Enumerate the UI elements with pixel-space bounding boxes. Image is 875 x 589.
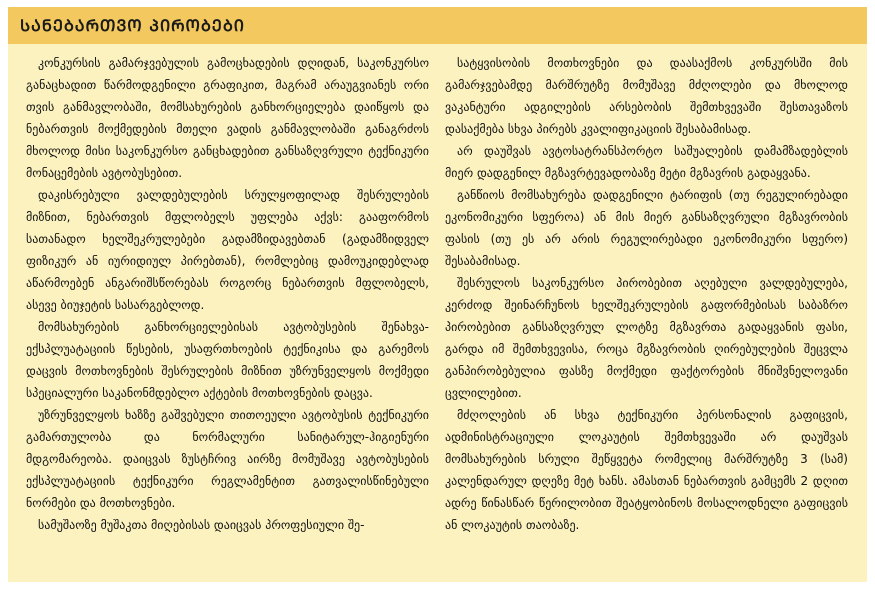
- right-column: [445, 52, 848, 572]
- paragraph: სატყვისობის მოთხოვნები და დაასაქმოს კონკურსში მის გამარჯვებამდე მარშრუტზე მომუშავე მძღოლები და მხოლოდ ვაკანტური ადგილების არსებობის შემთხვევაში შესთავაზოს დასაქმება სხვა პირებს კვალიფიკაციის შესაბამისად.: [445, 56, 848, 136]
- paragraph: მომსახურების განხორციელებისას ავტობუსების შენახვა-ექსპლუატაციის წესების, უსაფრთხოების ტექნიკისა და გარემოს დაცვის მოთხოვნების შესრულების მიზნით უზრუნველყოს მოქმედი სპეციალური საკანონმდებლო აქტების მოთხოვნების დაცვა.: [26, 320, 429, 400]
- paragraph: მძღოლების ან სხვა ტექნიკური პერსონალის გაფიცვის, ადმინისტრაციული ლოკაუტის შემთხვევაში არ დაუშვას მომსახურების სრული შეწყვეტა რომელიც მარშრუტზე 3 (სამ) კალენდარულ დღეზე მეტ ხანს. ამასთან ნებართვის გამცემს 2 დღით ადრე წინასწარ წერილობით შეატყობინოს მოსალოდნელი გაფიცვის ან ლოკაუტის თაობაზე.: [445, 408, 848, 532]
- article-panel: [8, 44, 867, 582]
- paragraph: განწიოს მომსახურება დადგენილი ტარიფის (თუ რეგულირებადი ეკონომიკური სფეროა) ან მის მიერ განსაზღვრული მგზავრობის ფასის (თუ ეს არ არის რეგულირებადი ეკონომიკური სფერო) შესაბამისად.: [445, 188, 848, 268]
- paragraph: დაკისრებული ვალდებულების სრულყოფილად შესრულების მიზნით, ნებართვის მფლობელს უფლება აქვს: გააფორმოს სათანადო ხელშეკრულებები გადამზიდავებთან (გადამზიდველ ფიზიკურ ან იურიდიულ პირებთან), რომლებიც დამოუკიდებლად აწარმოებენ ანგარიშსწორებას როგორც ნებართვის მფლობელს, ასევე ბიუჯეტის სასარგებლოდ.: [26, 188, 429, 312]
- paragraph: უზრუნველყოს ხაზზე გაშვებული თითოეული ავტობუსის ტექნიკური გამართულობა და ნორმალური სანიტარულ-ჰიგიენური მდგომარეობა. დაიცვას ზუსტჩრივ აირზე მომუშავე ავტობუსების ექსპლუატაციის ტექნიკური რეგლამენტით გათვალისწინებული ნორმები და მოთხოვნები.: [26, 408, 429, 510]
- paragraph: სამუშაოზე მუშაკთა მიღებისას დაიცვას პროფესიული შე-: [38, 518, 365, 532]
- paragraph: შესრულოს საკონკურსო პირობებით აღებული ვალდებულება, კერძოდ შეინარჩუნოს ხელშეკრულების გაფორმებისას საბაზრო პირობებით განსაზღვრულ ლოტზე მგზავრთა გადაყვანის ფასი, გარდა იმ შემთხვევისა, როცა მგზავრობის ღირებულების შეცვლა განპირობებულია ფასზე მოქმედი ფაქტორების მნიშვნელოვანი ცვლილებით.: [445, 276, 848, 400]
- left-column: [26, 52, 429, 572]
- section-header: [8, 7, 867, 44]
- paragraph: კონკურსის გამარჯვებულის გამოცხადების დღიდან, საკონკურსო განაცხადით წარმოდგენილი გრაფიკით, მაგრამ არაუგვიანეს ორი თვის განმავლობაში, მომსახურების განხორციელება დაიწყოს და ნებართვის მოქმედების მთელი ვადის განმავლობაში განაგრძოს მხოლოდ მისი საკონკურსო განცხადებით განსაზღვრული ტექნიკური მონაცემების ავტობუსებით.: [26, 56, 429, 180]
- section-title: ᲡᲐᲜᲔᲑᲐᲠᲗᲕᲝ ᲞᲘᲠᲝᲑᲔᲑᲘ: [20, 15, 245, 35]
- paragraph: არ დაუშვას ავტოსატრანსპორტო საშუალების დამამზადებლის მიერ დადგენილ მგზავრტევადობაზე მეტი მგზავრის გადაყვანა.: [445, 144, 848, 180]
